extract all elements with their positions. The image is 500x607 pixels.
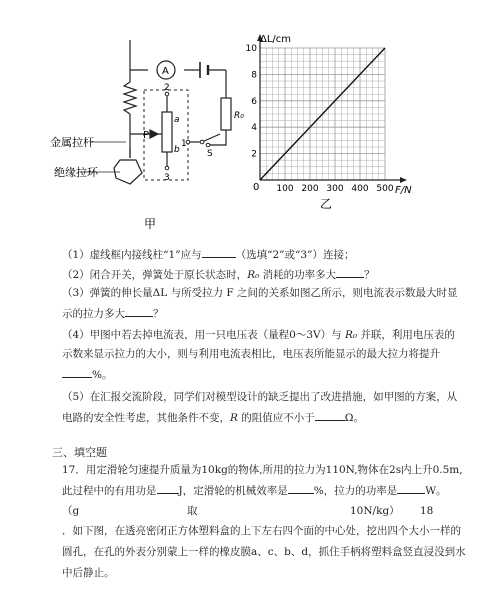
question-4-line-1 [62,328,466,343]
terminal-3-label: 3 [164,173,170,183]
q18-line-3: 中后静止。 [62,567,115,579]
ammeter-label: A [162,66,169,77]
y-tick-label: 4 [251,123,257,134]
q17-qu: 取 [187,505,198,517]
x-tick-label: 400 [351,184,369,194]
q3-blank[interactable] [125,305,153,317]
q1-text-b: （选填“2”或“3”）连接； [235,249,355,261]
switch-label: S [207,149,213,159]
q4-r0: R₀ [344,329,358,341]
ring-label: 绝缘拉环 [54,166,98,179]
q18-line-2: 圆孔，在孔的外表分别蒙上一样的橡皮膜a、c、b、d，抓住手柄将塑料盒竖直浸没到水 [62,546,466,558]
x-tick-label: 500 [376,184,394,194]
q4-text-c: %。 [92,369,113,381]
question-3-line-1: （3）弹簧的伸长量ΔL 与所受拉力 F 之间的关系如图乙所示，则电流表示数最大时显 [62,287,458,299]
figure-yi-caption: 乙 [320,197,333,211]
q4-text-a: （4）甲图中若去掉电流表，用一只电压表（量程0～3V）与 [62,329,345,341]
question-1 [62,246,466,263]
slider-label: P [143,130,150,141]
q4-blank[interactable] [62,366,92,378]
r0-label: R₀ [234,111,244,121]
q17-text-b: J，定滑轮的机械效率是 [178,485,288,497]
q18-number: 18 [420,505,434,517]
y-tick-label: 10 [245,44,257,54]
q5-r: R [230,412,238,424]
q1-text-a: （1）虚线框内接线柱“1”应与 [62,249,202,261]
point-a-label: a [174,115,180,125]
origin-label: 0 [253,182,260,193]
force-extension-chart [240,30,420,215]
q17-text-c: %，拉力的功率是 [313,485,398,497]
q2-blank[interactable] [336,266,364,278]
q5-blank[interactable] [315,409,345,421]
point-b-label: b [174,145,180,155]
q3-text-a: 示的拉力多大 [62,308,125,320]
chart-axes [257,34,407,183]
question-3-line-2 [62,305,466,322]
q2-text-a: （2）闭合开关，弹簧处于原长状态时， [62,269,248,281]
question-4-line-2: 示数来显示拉力的大小，则与利用电流表相比，电压表所能显示的最大拉力将提升 [62,348,440,360]
q17-blank-1[interactable] [157,482,179,494]
q5-text-b: 的阻值应不小于 [237,412,315,424]
q17-g: （g [62,505,80,517]
figure-jia-caption: 甲 [144,217,157,231]
y-tick-label: 6 [251,96,257,107]
q4-text-b: 并联，利用电压表的 [357,329,455,341]
circuit-diagram [50,30,250,235]
x-tick-label: 300 [326,184,344,194]
question-2 [62,266,466,283]
q17-text-a: 此过程中的有用功是 [62,485,157,497]
q2-r0: R₀ [247,269,260,281]
q1-blank[interactable] [202,246,236,258]
question-5-line-1: （5）在汇报交流阶段，同学们对模型设计的缺乏提出了改进措施，如甲图的方案，从 [62,391,458,403]
q17-gvalue: 10N/kg） [350,505,400,517]
y-axis-label: ΔL/cm [260,34,292,45]
q2-text-b: 消耗的功率多大 [259,269,337,281]
x-axis-label: F/N [395,185,412,196]
q5-text-a: 电路的安全性考虑，其他条件不变， [62,412,230,424]
q17-line-2 [62,482,466,499]
q18-line-1: ．如下图，在透亮密闭正方体塑料盒的上下左右四个面的中心处，挖出四个大小一样的 [62,525,461,537]
q17-line-1: 17．用定滑轮匀速提升质量为10kg的物体,所用的拉力为110N,物体在2s内上升0.5m, [62,464,463,476]
section-title: 三、填空题 [52,446,107,459]
terminal-1-label: 1 [181,139,187,149]
question-4-line-3 [62,366,466,383]
q17-blank-3[interactable] [397,482,425,494]
q3-text-b: ？ [153,308,164,320]
x-tick-label: 100 [276,184,294,194]
terminal-2-label: 2 [164,83,170,93]
q17-line-3 [62,504,466,519]
y-tick-label: 8 [251,70,257,81]
q17-blank-2[interactable] [288,482,314,494]
q5-text-c: Ω。 [344,412,364,424]
question-5-line-2 [62,409,466,426]
metal-rod-label: 金属拉杆 [50,136,94,149]
q2-text-c: ？ [364,269,375,281]
y-tick-label: 2 [251,149,257,160]
x-axis-arrow-icon [400,177,407,183]
x-tick-label: 200 [301,184,319,194]
q17-text-d: W。 [425,485,447,497]
